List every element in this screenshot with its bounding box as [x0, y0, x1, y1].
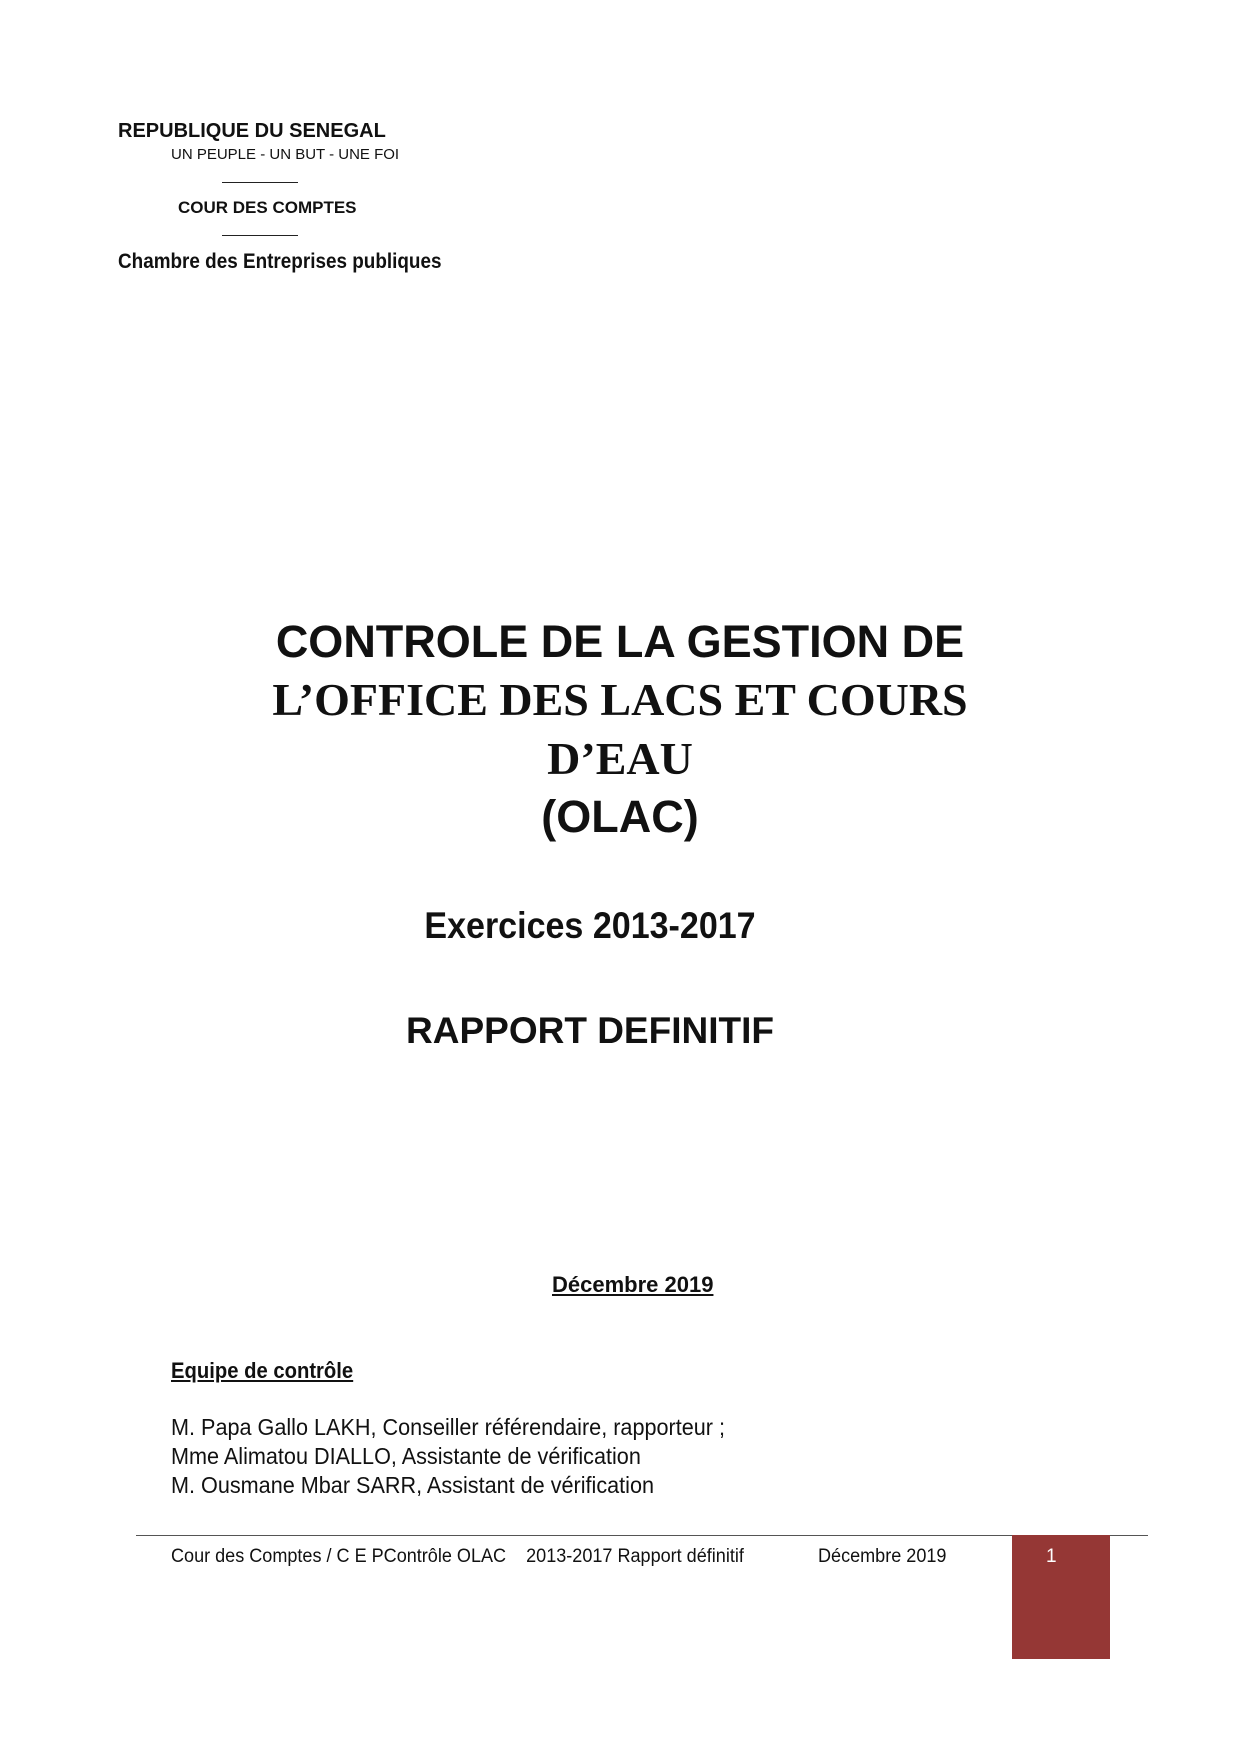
- team-member: M. Ousmane Mbar SARR, Assistant de vérification: [171, 1472, 655, 1498]
- header-divider: [222, 235, 298, 236]
- chamber-name: Chambre des Entreprises publiques: [118, 250, 442, 273]
- team-heading: Equipe de contrôle: [171, 1358, 354, 1383]
- header-divider: [222, 182, 298, 183]
- team-member: M. Papa Gallo LAKH, Conseiller référendaire, rapporteur ;: [171, 1414, 725, 1440]
- footer-text: Cour des Comptes / C E PContrôle OLAC 2013-2017 Rapport définitif: [171, 1546, 744, 1567]
- report-type: RAPPORT DEFINITIF: [406, 1010, 774, 1051]
- report-date: Décembre 2019: [552, 1272, 714, 1297]
- page-number: 1: [1046, 1546, 1057, 1567]
- report-title-line-3: D’EAU: [547, 733, 693, 784]
- footer-date: Décembre 2019: [818, 1546, 947, 1567]
- report-title-line-1: CONTROLE DE LA GESTION DE: [275, 616, 965, 667]
- report-title-line-2: L’OFFICE DES LACS ET COURS: [272, 674, 968, 725]
- page-number-box: [1012, 1535, 1110, 1659]
- report-title-line-4: (OLAC): [541, 791, 699, 842]
- team-member: Mme Alimatou DIALLO, Assistante de vérification: [171, 1443, 641, 1469]
- footer-divider: [136, 1535, 1148, 1536]
- court-name: COUR DES COMPTES: [178, 198, 357, 217]
- fiscal-years: Exercices 2013-2017: [424, 905, 756, 946]
- national-motto: UN PEUPLE - UN BUT - UNE FOI: [171, 146, 400, 163]
- republic-name: REPUBLIQUE DU SENEGAL: [118, 120, 386, 142]
